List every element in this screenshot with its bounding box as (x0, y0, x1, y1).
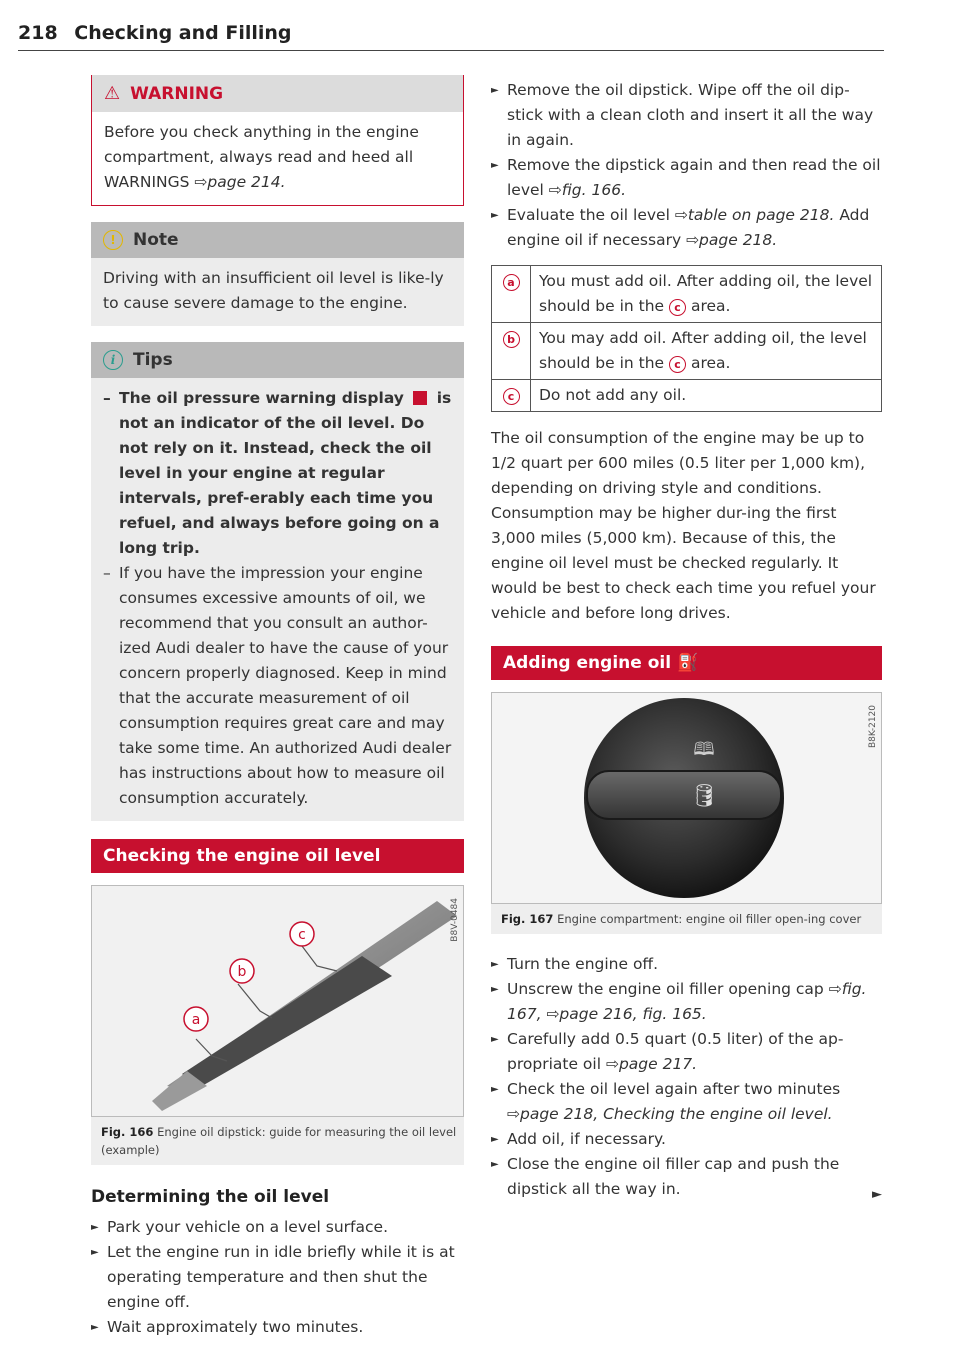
info-icon: i (103, 350, 123, 370)
subheading-determining: Determining the oil level (91, 1187, 330, 1207)
dipstick-steps (491, 78, 882, 253)
manual-book-icon: 🕮 (693, 739, 715, 760)
chapter-title: Checking and Filling (74, 22, 292, 44)
left-column (91, 75, 464, 1340)
figure-dipstick (91, 885, 464, 1117)
mark-c: c (669, 299, 686, 316)
mark-a: a (503, 274, 520, 291)
cap-grip (587, 771, 781, 819)
page-ref[interactable]: ⇨page 218, Checking the engine oil level. (507, 1105, 833, 1123)
adding-steps-wrap (491, 952, 882, 1202)
tips-body (91, 378, 464, 821)
table-row: a You must add oil. After adding oil, the level should be in the c area. (492, 266, 882, 323)
step-item: ► Carefully add 0.5 quart (0.5 liter) of the ap-propriate oil ⇨page 217. (491, 1027, 882, 1077)
warning-text: Before you check anything in the engine compartment, always read and heed all WARNINGS (104, 123, 419, 191)
figure-filler-cap (491, 692, 882, 904)
figure-caption-167 (491, 904, 882, 934)
warning-header (92, 75, 463, 112)
step-item: ► Remove the oil dipstick. Wipe off the oil dip-stick with a clean cloth and insert it all the way in again. (491, 78, 882, 153)
label-c (290, 922, 314, 946)
warning-body (92, 112, 463, 205)
label-a (184, 1007, 208, 1031)
tips-item (103, 561, 452, 811)
consumption-paragraph: The oil consumption of the engine may be up to 1/2 quart per 600 miles (0.5 liter per 1,000 km), depending on driving style and conditions. Consumption may be higher dur-ing the first 3,000 miles (5,000 km). Because of this, the engine oil level must be checked regularly. It would be best to check each time you refuel your vehicle and before long drives. (491, 429, 876, 622)
next-page-arrow-icon[interactable]: ► (872, 1187, 882, 1202)
section-title-adding: Adding engine oil ⛽ (491, 646, 882, 680)
tips-header (91, 342, 464, 378)
adding-steps (491, 952, 882, 1202)
step-item: ► Check the oil level again after two minutes ⇨page 218, Checking the engine oil level. (491, 1077, 882, 1127)
fig-ref[interactable]: ⇨fig. 166. (548, 181, 627, 199)
note-header (91, 222, 464, 258)
table-row: b You may add oil. After adding oil, the level should be in the c area. (492, 323, 882, 380)
step-item: ► Turn the engine off. (491, 952, 882, 977)
filler-cap-illustration (492, 693, 881, 903)
warning-label: WARNING (130, 83, 224, 104)
fig-ref[interactable]: ⇨fig. 167, ⇨page 216, fig. 165. (507, 980, 867, 1023)
tips-item2: If you have the impression your engine consumes excessive amounts of oil, we recommend that you consult an author-ized Audi dealer to have the cause of your concern properly diagnosed. Keep in mind that the accurate measurement of oil consumption requires great care and may take some time. An authorized Audi dealer has instructions about how to measure oil consumption accurately. (119, 564, 452, 807)
warning-box (91, 75, 464, 206)
determining-steps (91, 1215, 464, 1340)
step-item: ► Park your vehicle on a level surface. (91, 1215, 464, 1240)
figure-label: Fig. 166 (101, 1125, 154, 1139)
mark-c: c (669, 356, 686, 373)
svg-text:c: c (298, 927, 306, 943)
page-header (18, 22, 884, 51)
step-item: ► Add oil, if necessary. (491, 1127, 882, 1152)
figure-caption-text: Engine compartment: engine oil filler open-ing cover (557, 912, 862, 926)
table-ref[interactable]: ⇨table on page 218. (674, 206, 835, 224)
tips-item1-part2: is not an indicator of the oil level. Do not rely on it. Instead, check the oil level in your engine at regular intervals, pref-erably each time you refuel, and always before going on a long trip. (119, 389, 452, 557)
note-text: Driving with an insufficient oil level is like-ly to cause severe damage to the engine. (103, 269, 444, 312)
step-item: ► Wait approximately two minutes. (91, 1315, 464, 1340)
oil-level-table (491, 265, 882, 412)
page-ref[interactable]: ⇨page 218. (686, 231, 778, 249)
step-item: ► Close the engine oil filler cap and push the dipstick all the way in. (491, 1152, 882, 1202)
note-icon: ! (103, 230, 123, 250)
label-b (230, 959, 254, 983)
mark-c: c (503, 388, 520, 405)
figure-code: B8V-0484 (450, 898, 460, 942)
figure-code: B8K-2120 (868, 705, 878, 749)
note-label: Note (133, 230, 179, 250)
figure-caption-166 (91, 1117, 464, 1165)
oil-pressure-warning-icon (413, 391, 427, 405)
figure-caption-text: Engine oil dipstick: guide for measuring the oil level (example) (101, 1125, 457, 1157)
step-item: ► Evaluate the oil level ⇨table on page 218. Add engine oil if necessary ⇨page 218. (491, 203, 882, 253)
step-item: ► Remove the dipstick again and then read the oil level ⇨fig. 166. (491, 153, 882, 203)
page-ref[interactable]: ⇨page 217. (605, 1055, 698, 1073)
oil-can-icon: ⛽ (676, 653, 699, 673)
tips-item1-part1: The oil pressure warning display (119, 389, 404, 407)
tips-item (103, 386, 452, 561)
mark-b: b (503, 331, 520, 348)
svg-text:a: a (191, 1012, 201, 1028)
tips-label: Tips (133, 350, 173, 370)
dipstick-measure-zone (182, 956, 392, 1086)
dipstick-illustration (92, 886, 463, 1116)
warning-triangle-icon: ⚠ (104, 83, 121, 104)
right-column (491, 78, 882, 1202)
svg-text:b: b (237, 964, 247, 980)
note-body (91, 258, 464, 326)
oil-can-icon: 🛢 (690, 784, 718, 809)
step-item: ► Let the engine run in idle briefly while it is at operating temperature and then shut the engine off. (91, 1240, 464, 1315)
figure-label: Fig. 167 (501, 912, 554, 926)
table-row: c Do not add any oil. (492, 380, 882, 412)
section-title-checking: Checking the engine oil level (91, 839, 464, 873)
step-item: ► Unscrew the engine oil filler opening cap ⇨fig. 167, ⇨page 216, fig. 165. (491, 977, 882, 1027)
page-number: 218 (18, 22, 58, 44)
warning-ref[interactable]: ⇨page 214. (194, 173, 286, 191)
